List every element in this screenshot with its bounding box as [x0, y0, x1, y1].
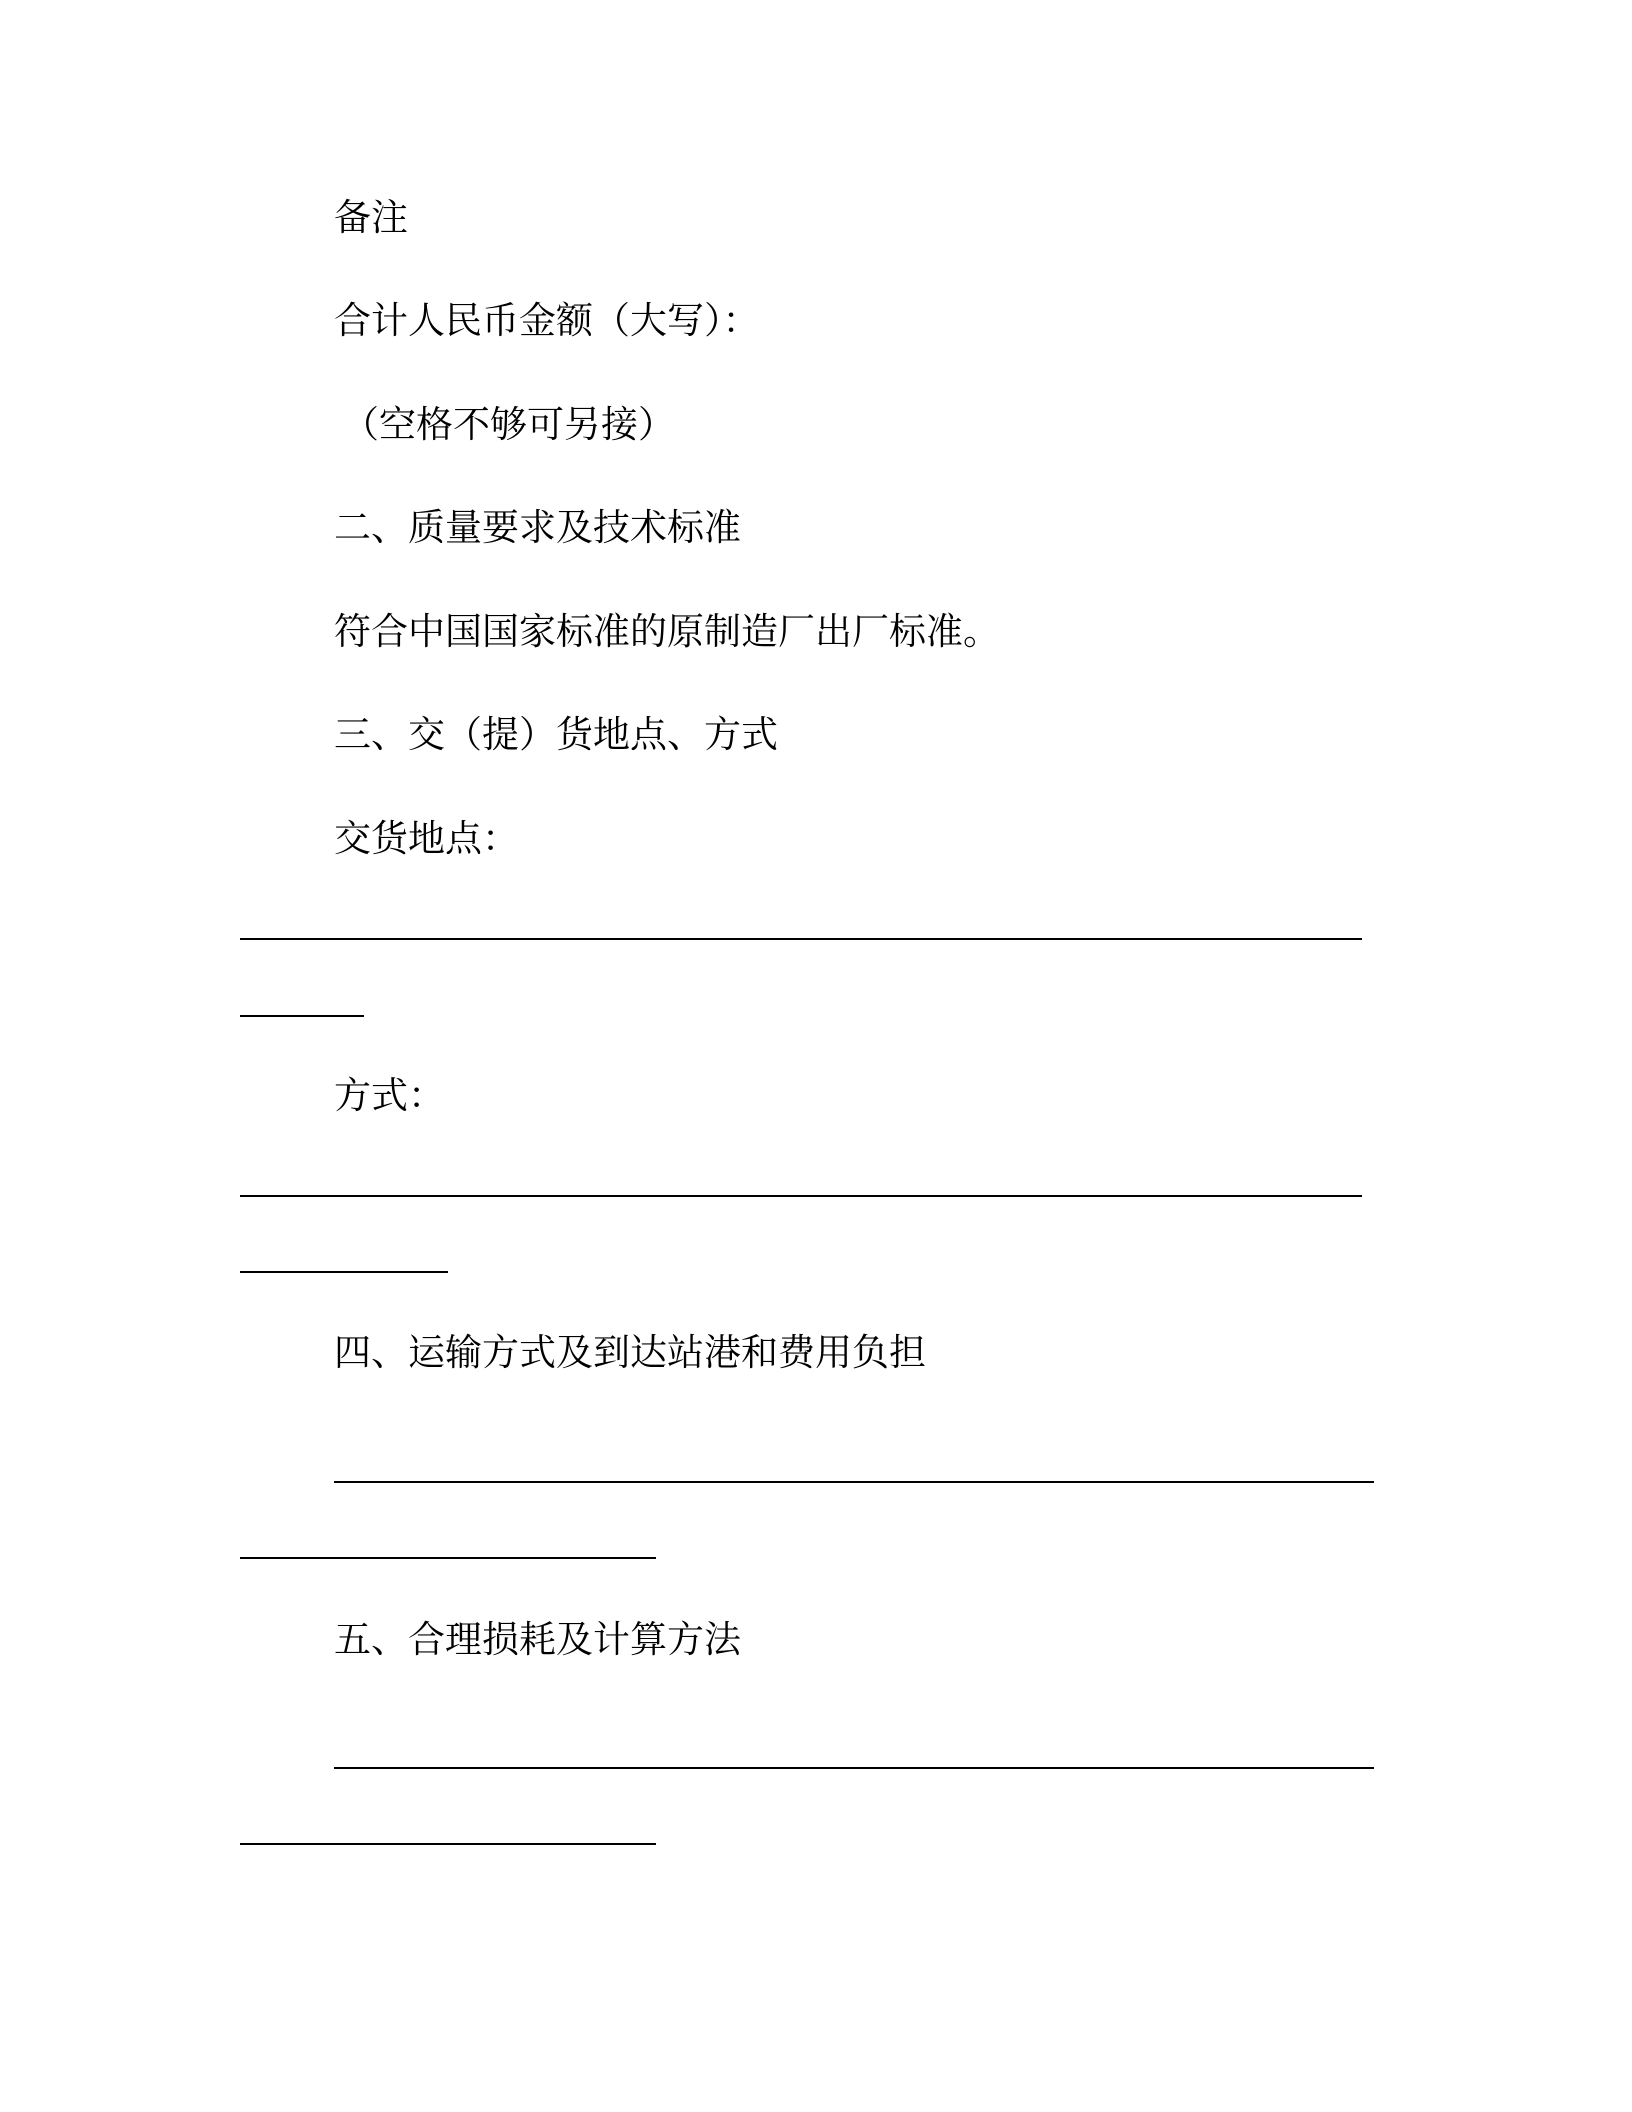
- section-5-title: 五、合理损耗及计算方法: [334, 1618, 741, 1661]
- blank-line: [240, 1195, 1362, 1197]
- blank-line: [240, 938, 1362, 940]
- blank-line: [240, 1271, 448, 1273]
- blank-line: [240, 1843, 656, 1845]
- section-2-text: 符合中国国家标准的原制造厂出厂标准。: [334, 610, 1000, 653]
- blank-line: [334, 1767, 1374, 1769]
- section-4-title: 四、运输方式及到达站港和费用负担: [334, 1331, 926, 1374]
- remarks-label: 备注: [334, 196, 408, 239]
- section-3-title: 三、交（提）货地点、方式: [334, 713, 778, 756]
- blank-line: [240, 1557, 656, 1559]
- section-2-title: 二、质量要求及技术标准: [334, 506, 741, 549]
- total-amount-label: 合计人民币金额（大写）：: [334, 299, 760, 342]
- space-note: （空格不够可另接）: [342, 403, 675, 446]
- blank-line: [334, 1481, 1374, 1483]
- delivery-place-label: 交货地点：: [334, 817, 519, 860]
- method-label: 方式：: [334, 1074, 445, 1117]
- blank-line: [240, 1015, 364, 1017]
